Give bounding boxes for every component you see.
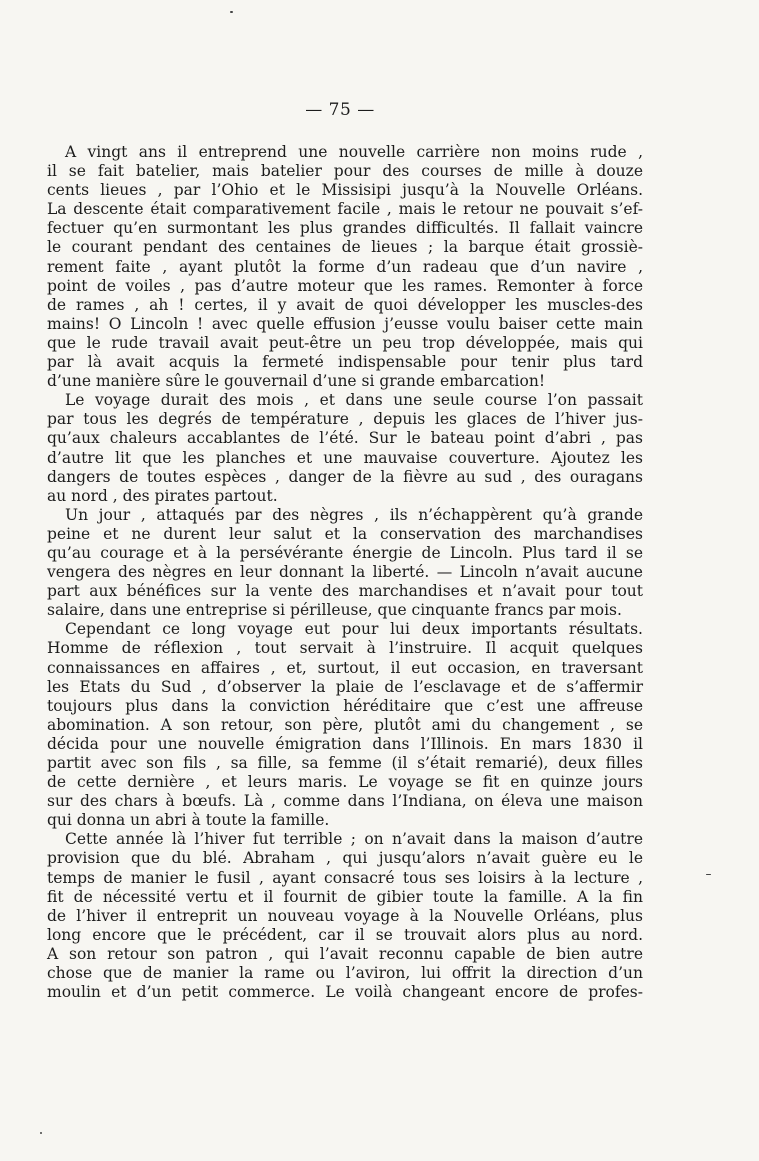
text-line: qui donna un abri à toute la famille. [47, 811, 330, 830]
text-line: A son retour son patron , qui l’avait reconnu capable de bien autre [47, 944, 643, 963]
scan-speck [230, 11, 233, 13]
text-line: peine et ne durent leur salut et la conservation des marchandises [47, 524, 643, 543]
text-line: point de voiles , pas d’autre moteur que les rames. Remonter à force [47, 276, 643, 295]
text-line: long encore que le précédent, car il se trouvait alors plus au nord. [47, 925, 643, 944]
text-line: moulin et d’un petit commerce. Le voilà changeant encore de profes- [47, 983, 643, 1002]
text-line: Cette année là l’hiver fut terrible ; on n’avait dans la maison d’autre [65, 830, 643, 849]
text-line: il se fait batelier, mais batelier pour des courses de mille à douze [47, 162, 643, 181]
text-line: qu’aux chaleurs accablantes de l’été. Sur le bateau point d’abri , pas [47, 429, 643, 448]
text-line: par tous les degrés de température , depuis les glaces de l’hiver jus- [47, 410, 643, 429]
text-line: connaissances en affaires , et, surtout, il eut occasion, en traversant [47, 658, 643, 677]
text-line: Cependant ce long voyage eut pour lui deux importants résultats. [65, 620, 643, 639]
text-line: dangers de toutes espèces , danger de la fièvre au sud , des ouragans [47, 467, 643, 486]
text-line: salaire, dans une entreprise si périlleuse, que cinquante francs par mois. [47, 601, 622, 620]
text-line: Homme de réflexion , tout servait à l’instruire. Il acquit quelques [47, 639, 643, 658]
text-line: toujours plus dans la conviction héréditaire que c’est une affreuse [47, 696, 643, 715]
text-line: vengera des nègres en leur donnant la liberté. — Lincoln n’avait aucune [47, 563, 643, 582]
text-line: par là avait acquis la fermeté indispensable pour tenir plus tard [47, 353, 643, 372]
text-line: Le voyage durait des mois , et dans une seule course l’on passait [65, 391, 643, 410]
text-line: sur des chars à bœufs. Là , comme dans l’Indiana, on éleva une maison [47, 792, 643, 811]
text-line: le courant pendant des centaines de lieues ; la barque était grossiè- [47, 238, 643, 257]
text-line: fectuer qu’en surmontant les plus grandes difficultés. Il fallait vaincre [47, 219, 643, 238]
text-line: cents lieues , par l’Ohio et le Missisipi jusqu’à la Nouvelle Orléans. [47, 181, 643, 200]
text-line: rement faite , ayant plutôt la forme d’un radeau que d’un navire , [47, 257, 643, 276]
text-line: partit avec son fils , sa fille, sa femme (il s’était remarié), deux filles [47, 754, 643, 772]
text-line: part aux bénéfices sur la vente des marchandises et n’avait pour tout [47, 582, 643, 601]
text-line: mains! O Lincoln ! avec quelle effusion j’eusse voulu baiser cette main [47, 314, 643, 333]
text-line: qu’au courage et à la persévérante énergie de Lincoln. Plus tard il se [47, 543, 643, 562]
text-line: Un jour , attaqués par des nègres , ils n’échappèrent qu’à grande [65, 505, 643, 524]
text-line: de cette dernière , et leurs maris. Le voyage se fit en quinze jours [47, 773, 643, 792]
text-line: La descente était comparativement facile , mais le retour ne pouvait s’ef- [47, 200, 643, 219]
text-line: temps de manier le fusil , ayant consacré tous ses loisirs à la lecture , [47, 868, 643, 887]
text-line: fit de nécessité vertu et il fournit de gibier toute la famille. A la fin [47, 887, 643, 906]
text-line: provision que du blé. Abraham , qui jusqu’alors n’avait guère eu le [47, 849, 643, 868]
body-text [47, 143, 643, 1002]
text-line: de rames , ah ! certes, il y avait de quoi développer les muscles-des [47, 295, 643, 314]
text-line: A vingt ans il entreprend une nouvelle carrière non moins rude , [65, 143, 643, 161]
page-number: — 75 — [305, 100, 375, 120]
text-line: que le rude travail avait peut-être un peu trop développée, mais qui [47, 333, 643, 352]
scan-speck [40, 1132, 42, 1134]
text-line: abomination. A son retour, son père, plutôt ami du changement , se [47, 715, 643, 734]
text-line: de l’hiver il entreprit un nouveau voyage à la Nouvelle Orléans, plus [47, 906, 643, 925]
text-line: au nord , des pirates partout. [47, 486, 278, 505]
text-line: chose que de manier la rame ou l’aviron, lui offrit la direction d’un [47, 964, 643, 983]
text-line: d’une manière sûre le gouvernail d’une si grande embarcation! [47, 372, 546, 391]
text-line: d’autre lit que les planches et une mauvaise couverture. Ajoutez les [47, 448, 643, 467]
text-line: les Etats du Sud , d’observer la plaie de l’esclavage et de s’affermir [47, 677, 643, 696]
text-line: décida pour une nouvelle émigration dans l’Illinois. En mars 1830 il [47, 734, 643, 753]
scan-speck [706, 874, 711, 875]
